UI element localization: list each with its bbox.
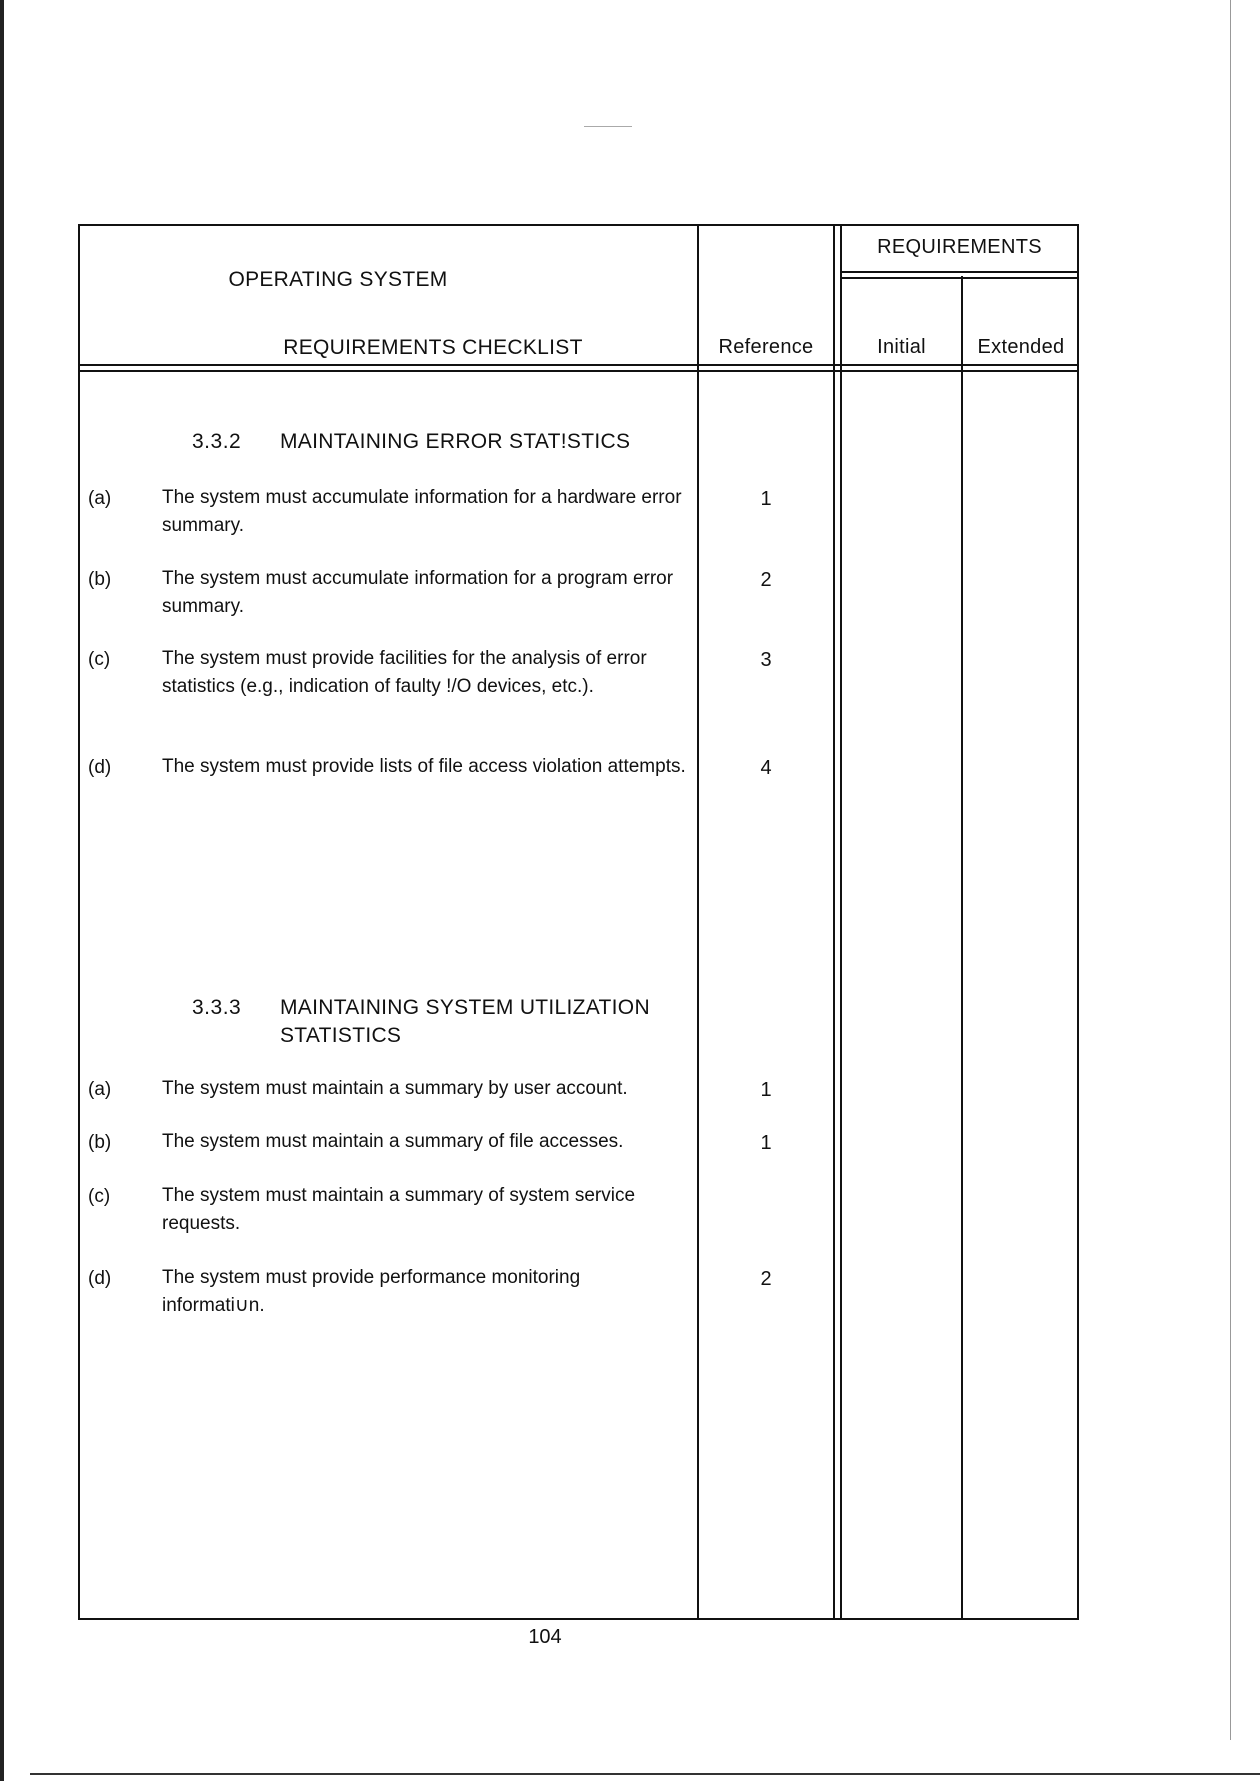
item-text: The system must accumulate information for a hardware error summary.	[162, 487, 682, 536]
item-text: The system must provide facilities for the analysis of error statistics (e.g., indication of faulty !/O devices, etc.).	[162, 648, 647, 697]
header-rule-b	[78, 370, 1079, 372]
page-edge-left	[0, 0, 4, 1781]
requirements-rule-a	[840, 271, 1079, 273]
section-number: 3.3.3	[192, 996, 242, 1019]
title-line-1: OPERATING SYSTEM	[228, 268, 448, 291]
page-edge-right	[1230, 0, 1231, 1740]
section-title: MAINTAINING SYSTEM UTILIZATION STATISTICS	[280, 996, 650, 1047]
col-rule-requirements-a	[833, 224, 835, 1620]
item-text: The system must accumulate information for a program error summary.	[162, 568, 674, 617]
item-label: (c)	[88, 1186, 111, 1207]
header-rule-a	[78, 364, 1079, 366]
item-text: The system must provide performance monitoring informati∪n.	[162, 1267, 581, 1316]
requirements-rule-b	[840, 277, 1079, 279]
item-label: (a)	[88, 488, 112, 509]
section-number: 3.3.2	[192, 430, 242, 453]
page-number: 104	[528, 1626, 562, 1648]
item-reference: 3	[760, 649, 772, 671]
item-label: (d)	[88, 1268, 112, 1289]
section-title: MAINTAINING ERROR STAT!STICS	[280, 430, 631, 453]
item-reference: 1	[760, 488, 772, 510]
page-edge-bottom	[30, 1773, 1260, 1775]
item-label: (a)	[88, 1079, 112, 1100]
title-line-2: REQUIREMENTS CHECKLIST	[283, 336, 583, 359]
item-text: The system must maintain a summary of system service requests.	[162, 1185, 636, 1234]
item-reference: 2	[760, 569, 772, 591]
scan-smudge	[584, 126, 632, 127]
item-reference: 1	[760, 1132, 772, 1154]
column-header-extended: Extended	[977, 336, 1065, 358]
column-header-requirements: REQUIREMENTS	[877, 236, 1042, 258]
item-text: The system must maintain a summary of file accesses.	[162, 1131, 624, 1152]
column-header-reference: Reference	[718, 336, 814, 358]
item-text: The system must maintain a summary by user account.	[162, 1078, 628, 1099]
col-rule-extended	[961, 276, 963, 1620]
col-rule-requirements-b	[840, 224, 842, 1620]
item-reference: 2	[760, 1268, 772, 1290]
item-label: (d)	[88, 757, 112, 778]
item-reference: 1	[760, 1079, 772, 1101]
item-text: The system must provide lists of file access violation attempts.	[162, 756, 686, 777]
item-label: (b)	[88, 569, 112, 590]
column-header-initial: Initial	[877, 336, 926, 358]
item-label: (b)	[88, 1132, 112, 1153]
item-reference: 4	[760, 757, 772, 779]
item-label: (c)	[88, 649, 111, 670]
